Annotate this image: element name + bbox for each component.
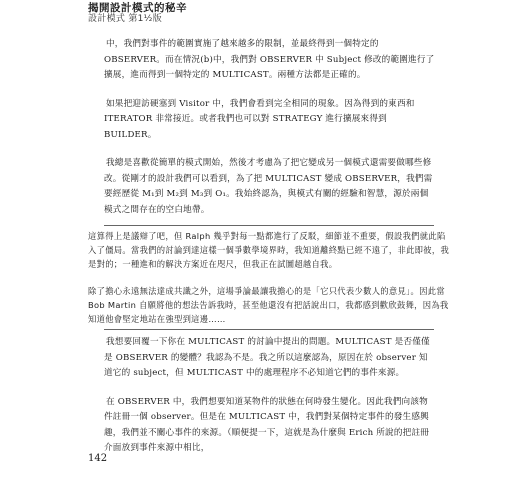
separator-line-top (104, 225, 434, 226)
separator-line-bottom (104, 329, 434, 330)
narrative-paragraph: 這算得上是議辯了吧，但 Ralph 幾乎對每一點都進行了反駁，細節並不重要，假設我們就此陷入了僵局。當我們的討論到達這樣一個爭數學境界時，我知道離終點已經不遠了，非此即彼，我是對的；一種進和的解決方案近在咫尺，但我正在試圖超越自我。 (88, 231, 450, 269)
bottom-dialog-block (104, 335, 436, 470)
edition-subtitle: 設計模式 第1½版 (88, 14, 163, 24)
narrative-paragraph: 除了擔心永遠無法達成共識之外，這場爭論最讓我擔心的是「它只代表少數人的意見」。因此當 Bob Martin 自願將他的想法告訴我時，甚至他還沒有把話說出口，我都感到歡欣鼓舞，因為我知道他會堅定地站在強型到這邊…… (88, 286, 449, 324)
book-title: 揭開設計模式的秘辛 (88, 2, 187, 14)
page-number: 142 (88, 453, 108, 464)
narrative-block (88, 230, 450, 341)
dialog-paragraph: 我想要回覆一下你在 MULTICAST 的討論中提出的問題。MULTICAST 是否僅僅是 OBSERVER 的變體？我認為不是。我之所以這麼認為，原因在於 observer 知道它的 subject，但 MULTICAST 中的處理程序不必知道它們的事件來源。 (104, 337, 430, 378)
top-dialog-block (104, 37, 436, 231)
dialog-paragraph: 如果把迎訪硬塞到 Visitor 中，我們會看到完全相同的現象。因為得到的東西和 ITERATOR 非常接近。或者我們也可以對 STRATEGY 進行擴展來得到 BUILDER。 (104, 98, 415, 140)
dialog-paragraph: 在 OBSERVER 中，我們想要知道某物件的狀態在何時發生變化。因此我們向該物件註冊一個 observer。但是在 MULTICAST 中，我們對某個特定事件的發生感興趣，我們並不關心事件的來源。（順便提一下，這就是為什麼與 Erich 所說的把註冊介面放到事件來源中相比， (104, 396, 430, 453)
dialog-paragraph: 中，我們對事件的範圍實施了越來越多的限制，並最終得到一個特定的 OBSERVER。而在情況(b)中，我們對 OBSERVER 中 Subject 修改的範圍進行了擴展，進而得到一個特定的 MULTICAST。兩種方法都是正確的。 (104, 39, 435, 80)
dialog-paragraph: 我總是喜歡從簡單的模式開始，然後才考慮為了把它變成另一個模式還需要做哪些修改。從剛才的設計我們可以看到，為了把 MULTICAST 變成 OBSERVER，我們需要經歷從 M₁到 M₂到 M₃到 O₁。我始終認為，與模式有關的經驗和智慧，源於兩個模式之間存在的空白地帶。 (104, 158, 433, 215)
running-header (88, 2, 187, 25)
